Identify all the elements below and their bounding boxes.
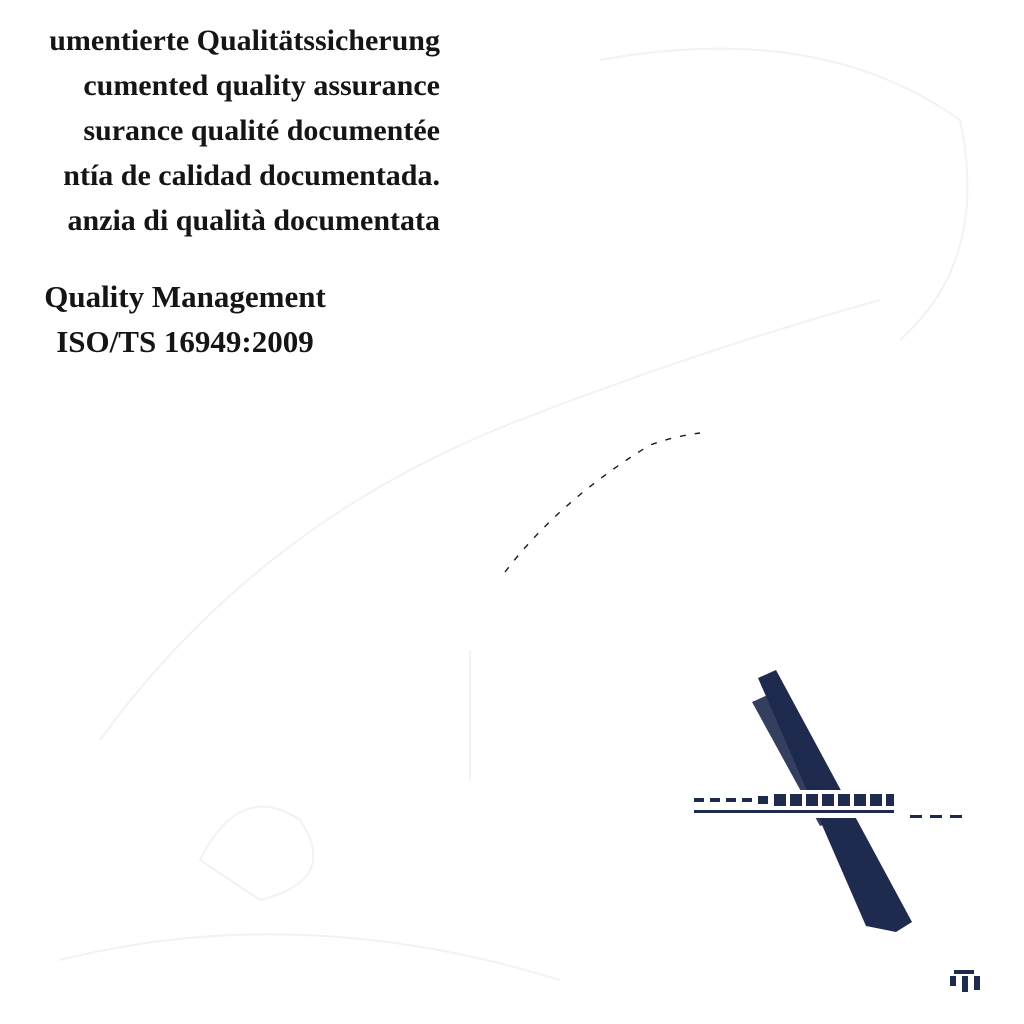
corner-mark-icon bbox=[940, 962, 988, 1002]
certification-standard: ISO/TS 16949:2009 bbox=[56, 324, 314, 359]
statement-line-de: umentierte Qualitätssicherung bbox=[49, 24, 440, 57]
statement-line-en: cumented quality assurance bbox=[83, 69, 440, 102]
certification-block bbox=[0, 274, 370, 364]
certification-logo-icon bbox=[660, 650, 980, 950]
statement-line-it: anzia di qualità documentata bbox=[67, 204, 440, 237]
statement-line-fr: surance qualité documentée bbox=[83, 114, 440, 147]
certification-title: Quality Management bbox=[44, 279, 326, 314]
statement-line-es: ntía de calidad documentada. bbox=[63, 159, 440, 192]
quality-statement bbox=[0, 18, 440, 243]
